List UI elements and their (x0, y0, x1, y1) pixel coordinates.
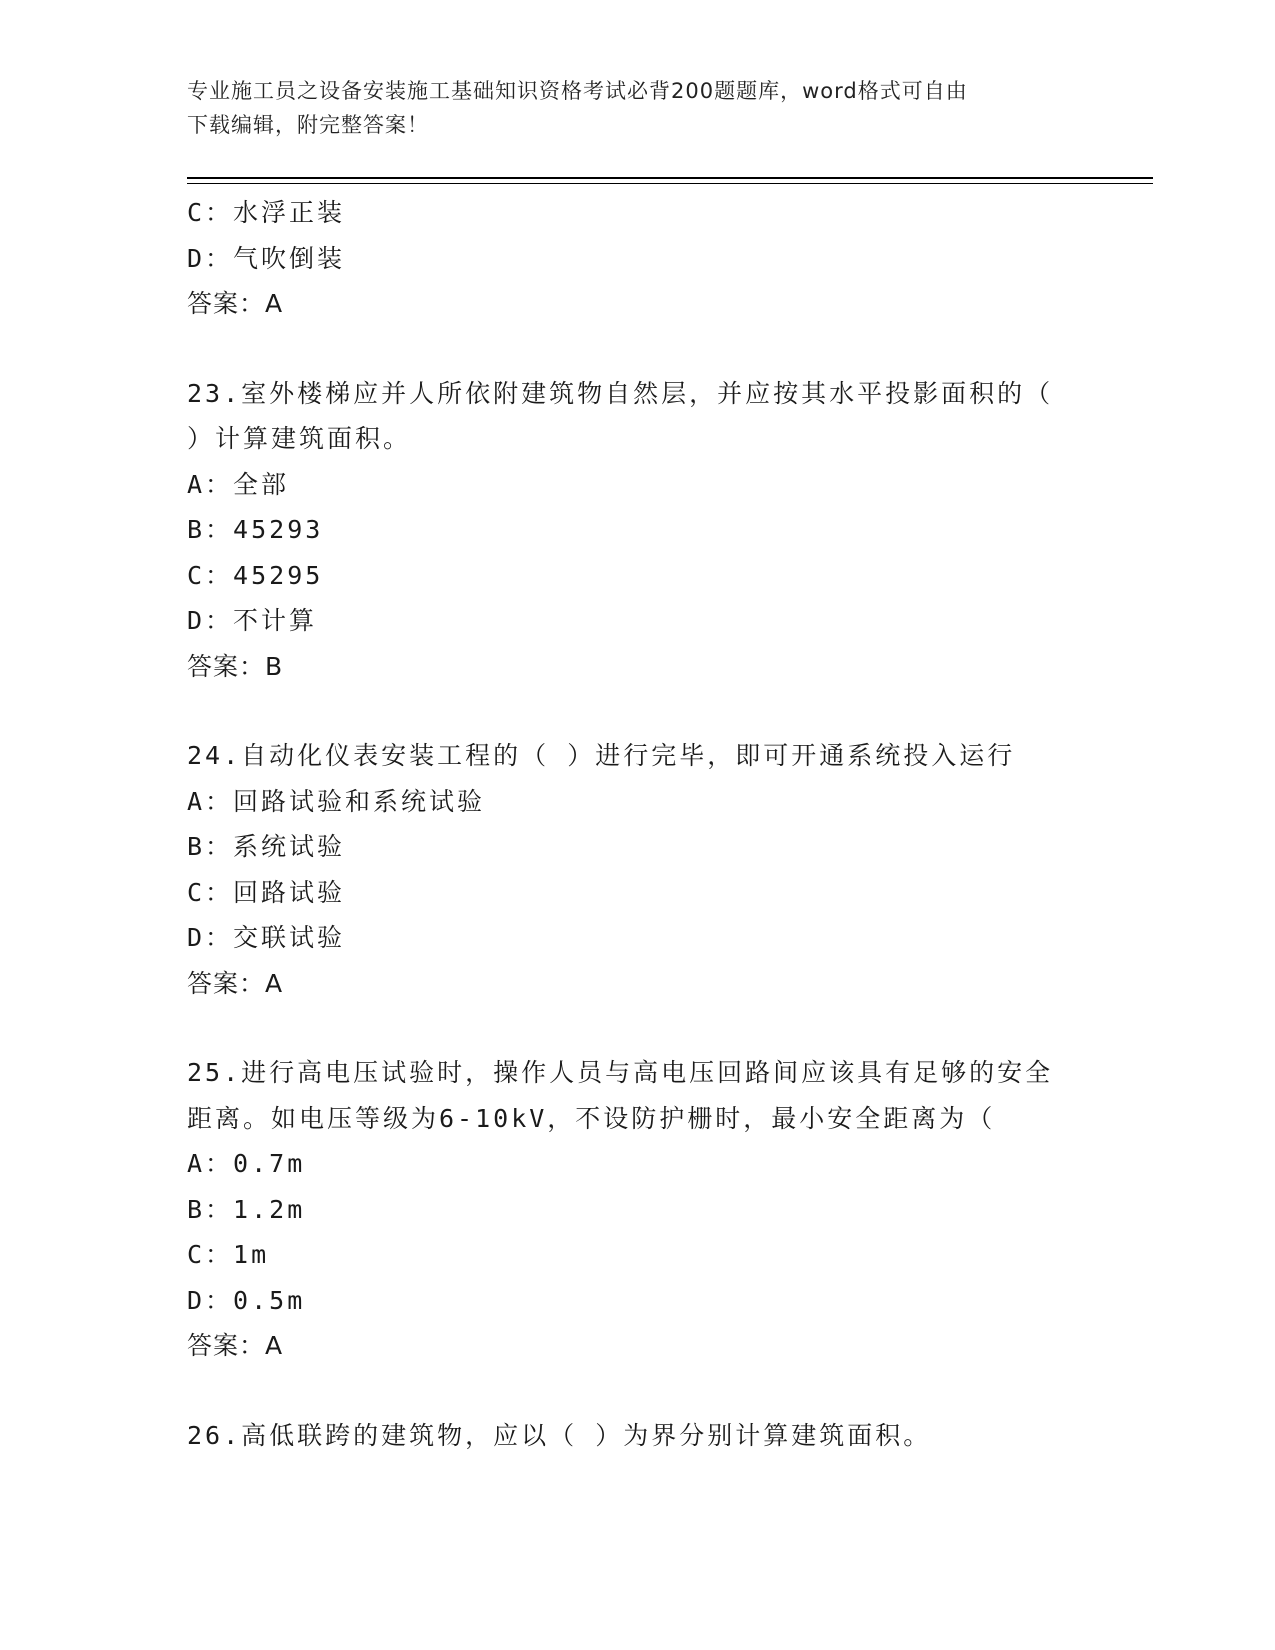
option-d: D：交联试验 (187, 923, 346, 952)
question-stem: 25.进行高电压试验时，操作人员与高电压回路间应该具有足够的安全 (187, 1058, 1054, 1087)
question-stem: 24.自动化仪表安装工程的（ ）进行完毕，即可开通系统投入运行 (187, 741, 1016, 770)
document-header (187, 74, 1067, 142)
option-a: A：回路试验和系统试验 (187, 786, 486, 816)
question-stem: 23.室外楼梯应并人所依附建筑物自然层，并应按其水平投影面积的（ (187, 378, 1054, 408)
option-c: C：1m (187, 1240, 270, 1269)
option-d: D：0.5m (187, 1285, 306, 1315)
option-c: C：45295 (187, 560, 324, 590)
question-stem: 26.高低联跨的建筑物，应以（ ）为界分别计算建筑面积。 (187, 1420, 932, 1450)
spacer (187, 327, 1087, 371)
question-list (187, 190, 1087, 1458)
question-25 (187, 1050, 1087, 1369)
answer: 答案：A (187, 968, 284, 998)
question-stem: ）计算建筑面积。 (187, 424, 412, 453)
option-d: D：气吹倒装 (187, 243, 346, 273)
header-divider-thick (187, 177, 1153, 179)
answer: 答案：B (187, 651, 284, 681)
option-a: A：全部 (187, 469, 290, 499)
spacer (187, 1369, 1087, 1413)
question-26 (187, 1413, 1087, 1459)
question-22 (187, 190, 1087, 327)
option-d: D：不计算 (187, 606, 318, 635)
option-b: B：系统试验 (187, 832, 346, 861)
answer: 答案：A (187, 1331, 284, 1360)
header-line-1: 专业施工员之设备安装施工基础知识资格考试必背200题题库，word格式可自由 (187, 79, 968, 103)
spacer (187, 689, 1087, 733)
question-23 (187, 371, 1087, 690)
header-line-2: 下载编辑，附完整答案！ (187, 113, 429, 137)
option-c: C：水浮正装 (187, 198, 346, 227)
spacer (187, 1006, 1087, 1050)
question-24 (187, 733, 1087, 1006)
option-b: B：1.2m (187, 1194, 306, 1224)
answer: 答案：A (187, 289, 284, 318)
question-stem: 距离。如电压等级为6-10kV，不设防护栅时，最小安全距离为（ (187, 1103, 996, 1133)
option-a: A：0.7m (187, 1149, 306, 1178)
header-divider-thin (187, 183, 1153, 184)
option-b: B：45293 (187, 515, 324, 544)
option-c: C：回路试验 (187, 877, 346, 907)
